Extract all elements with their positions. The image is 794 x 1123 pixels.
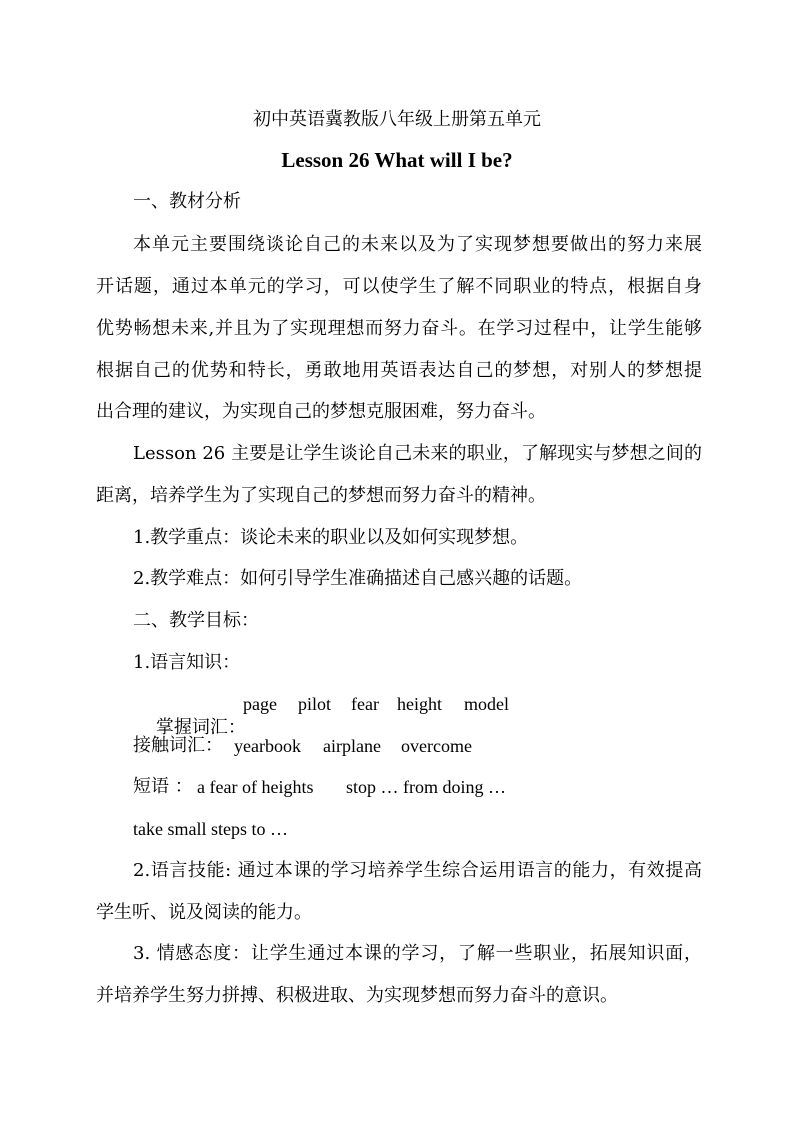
paragraph-line: 并培养学生努力拼搏、积极进取、为实现梦想而努力奋斗的意识。 [96,985,618,1006]
vocab-word: airplane [323,736,381,756]
master-vocabulary-label: 掌握词汇： [155,717,246,738]
vocab-word: pilot [298,694,332,714]
document-title-en: Lesson 26 What will I be? [281,148,513,172]
phrase-item: take small steps to … [133,819,288,839]
vocab-word: overcome [401,736,472,756]
vocab-word: page [243,694,277,714]
paragraph-line: 学生听、说及阅读的能力。 [96,902,312,923]
paragraph-line: 开话题，通过本单元的学习，可以使学生了解不同职业的特点，根据自身 [96,276,702,297]
paragraph-line: 出合理的建议，为实现自己的梦想克服困难，努力奋斗。 [96,401,546,422]
section2-heading: 二、教学目标： [133,610,259,631]
contact-vocabulary-label: 接触词汇： [133,735,223,756]
paragraph-line: 根据自己的优势和特长，勇敢地用英语表达自己的梦想，对别人的梦想提 [96,360,702,381]
paragraph-line: 距离，培养学生为了实现自己的梦想而努力奋斗的精神。 [96,485,546,506]
language-knowledge-heading: 1.语言知识： [133,652,241,673]
section1-heading: 一、教材分析 [133,191,241,212]
paragraph-line: 本单元主要围绕谈论自己的未来以及为了实现梦想要做出的努力来展 [133,234,702,255]
teaching-key-point: 1.教学重点：谈论未来的职业以及如何实现梦想。 [133,527,529,548]
vocab-word: model [464,694,509,714]
teaching-difficult-point: 2.教学难点：如何引导学生准确描述自己感兴趣的话题。 [133,568,583,589]
paragraph-line: 优势畅想未来,并且为了实现理想而努力奋斗。在学习过程中，让学生能够 [96,318,702,339]
vocab-word: height [397,694,442,714]
paragraph-line: 3. 情感态度：让学生通过本课的学习，了解一些职业，拓展知识面， [133,943,702,964]
phrase-item: a fear of heights [197,777,314,797]
phrase-item: stop … from doing … [346,777,506,797]
phrases-label: 短语 ： [133,776,193,797]
paragraph-line: 2.语言技能: 通过本课的学习培养学生综合运用语言的能力，有效提高 [133,860,702,881]
vocab-word: fear [351,694,379,714]
vocab-word: yearbook [234,736,301,756]
document-title-cn: 初中英语冀教版八年级上册第五单元 [253,109,541,130]
paragraph-line: Lesson 26 主要是让学生谈论自己未来的职业，了解现实与梦想之间的 [133,443,702,464]
